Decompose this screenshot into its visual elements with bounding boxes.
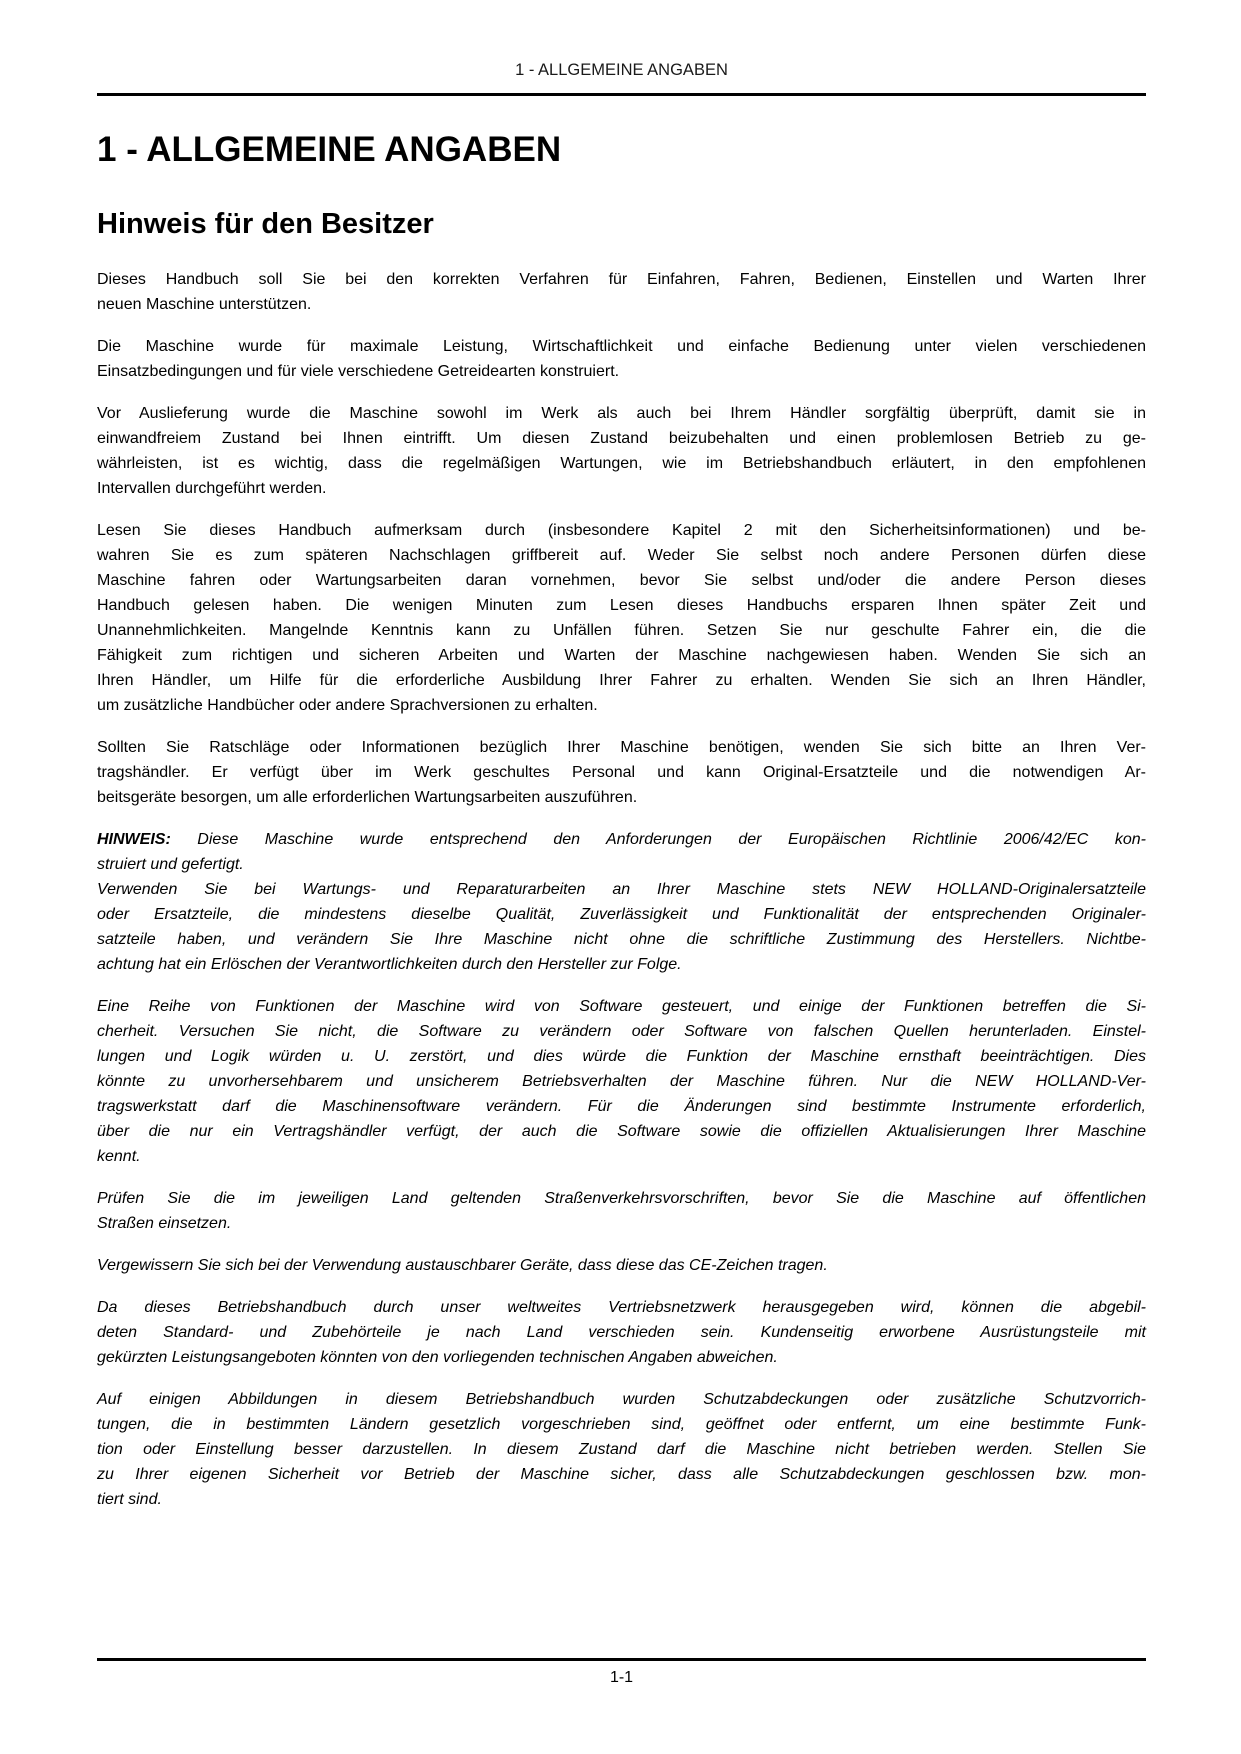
text-line: Auf einigen Abbildungen in diesem Betriebshandbuch wurden Schutzabdeckungen oder zusätzliche Schutzvorrich-: [97, 1391, 1146, 1408]
text-line: Die Maschine wurde für maximale Leistung, Wirtschaftlichkeit und einfache Bedienung unter vielen verschiedenen: [97, 338, 1146, 355]
text-line: lungen und Logik würden u. U. zerstört, und dies würde die Funktion der Maschine ernsthaft beeinträchtigen. Dies: [97, 1048, 1146, 1065]
text-line: währleisten, ist es wichtig, dass die regelmäßigen Wartungen, wie im Betriebshandbuch erläutert, in den empfohlenen: [97, 455, 1146, 472]
section-heading: Hinweis für den Besitzer: [97, 208, 434, 240]
page-content: [97, 60, 1146, 1512]
text-line: Maschine fahren oder Wartungsarbeiten daran vornehmen, bevor Sie selbst und/oder die andere Person dieses: [97, 572, 1146, 589]
text-line: zu Ihrer eigenen Sicherheit vor Betrieb der Maschine sicher, dass alle Schutzabdeckungen geschlossen bzw. mon-: [97, 1466, 1146, 1483]
text-line: Unannehmlichkeiten. Mangelnde Kenntnis kann zu Unfällen führen. Setzen Sie nur geschulte Fahrer ein, die die: [97, 622, 1146, 639]
text-line: Straßen einsetzen.: [97, 1215, 232, 1232]
text-line: neuen Maschine unterstützen.: [97, 296, 312, 313]
paragraph: [97, 994, 1146, 1169]
text-line: tragswerkstatt darf die Maschinensoftware verändern. Für die Änderungen sind bestimmte Instrumente erforderlich,: [97, 1098, 1146, 1115]
paragraphs: [97, 267, 1146, 1512]
paragraph: [97, 1186, 1146, 1236]
text-line: Einsatzbedingungen und für viele verschiedene Getreidearten konstruiert.: [97, 363, 620, 380]
text-line: Vor Auslieferung wurde die Maschine sowohl im Werk als auch bei Ihrem Händler sorgfältig überprüft, damit sie in: [97, 405, 1146, 422]
paragraph: [97, 1253, 1146, 1278]
header-rule: [97, 93, 1146, 96]
text-line: struiert und gefertigt.: [97, 856, 244, 873]
paragraph: [97, 518, 1146, 718]
page-footer: [97, 1658, 1146, 1687]
text-line: oder Ersatzteile, die mindestens dieselbe Qualität, Zuverlässigkeit und Funktionalität der entsprechenden Originaler-: [97, 906, 1146, 923]
text-line: deten Standard- und Zubehörteile je nach Land verschieden sein. Kundenseitig erworbene Ausrüstungsteile mit: [97, 1324, 1146, 1341]
text-line: gekürzten Leistungsangeboten könnten von den vorliegenden technischen Angaben abweichen.: [97, 1349, 778, 1366]
text-line: wahren Sie es zum späteren Nachschlagen griffbereit auf. Weder Sie selbst noch andere Personen dürfen diese: [97, 547, 1146, 564]
text-line: Intervallen durchgeführt werden.: [97, 480, 327, 497]
text-line: kennt.: [97, 1148, 141, 1165]
text-line: Handbuch gelesen haben. Die wenigen Minuten zum Lesen dieses Handbuchs ersparen Ihnen später Zeit und: [97, 597, 1146, 614]
paragraph: [97, 334, 1146, 384]
text-line: satzteile haben, und verändern Sie Ihre Maschine nicht ohne die schriftliche Zustimmung des Herstellers. Nichtbe-: [97, 931, 1146, 948]
text-line: cherheit. Versuchen Sie nicht, die Software zu verändern oder Software von falschen Quellen herunterladen. Einstel-: [97, 1023, 1146, 1040]
footer-page-number: 1-1: [609, 1669, 634, 1686]
paragraph: [97, 1295, 1146, 1370]
text-line: beitsgeräte besorgen, um alle erforderlichen Wartungsarbeiten auszuführen.: [97, 789, 638, 806]
paragraph: [97, 1387, 1146, 1512]
text-line: um zusätzliche Handbücher oder andere Sprachversionen zu erhalten.: [97, 697, 598, 714]
page-title: 1 - ALLGEMEINE ANGABEN: [97, 130, 562, 169]
text-line: einwandfreiem Zustand bei Ihnen eintrifft. Um diesen Zustand beizubehalten und einen problemlosen Betrieb zu ge-: [97, 430, 1146, 447]
text-line: über die nur ein Vertragshändler verfügt, der auch die Software sowie die offiziellen Aktualisierungen Ihrer Maschine: [97, 1123, 1146, 1140]
text-line: Da dieses Betriebshandbuch durch unser weltweites Vertriebsnetzwerk herausgegeben wird, können die abgebil-: [97, 1299, 1146, 1316]
paragraph: [97, 267, 1146, 317]
text-line: Ihren Händler, um Hilfe für die erforderliche Ausbildung Ihrer Fahrer zu erhalten. Wenden Sie sich an Ihren Händler,: [97, 672, 1146, 689]
paragraph: [97, 401, 1146, 501]
text-line: tion oder Einstellung besser darzustellen. In diesem Zustand darf die Maschine nicht betrieben werden. Stellen Sie: [97, 1441, 1146, 1458]
text-line: tungen, die in bestimmten Ländern gesetzlich vorgeschrieben sind, geöffnet oder entfernt, um eine bestimmte Funk-: [97, 1416, 1146, 1433]
running-header: 1 - ALLGEMEINE ANGABEN: [515, 61, 728, 79]
note-bold-lead: HINWEIS:: [97, 831, 171, 848]
text-line: Prüfen Sie die im jeweiligen Land geltenden Straßenverkehrsvorschriften, bevor Sie die Maschine auf öffentlichen: [97, 1190, 1146, 1207]
paragraph: [97, 735, 1146, 810]
text-line: HINWEIS: Diese Maschine wurde entsprechend den Anforderungen der Europäischen Richtlinie 2006/42/EC kon-: [97, 831, 1146, 848]
paragraph: [97, 827, 1146, 977]
text-line: könnte zu unvorhersehbarem und unsicherem Betriebsverhalten der Maschine führen. Nur die NEW HOLLAND-Ver-: [97, 1073, 1146, 1090]
text-line: Fähigkeit zum richtigen und sicheren Arbeiten und Warten der Maschine nachgewiesen haben. Wenden Sie sich an: [97, 647, 1146, 664]
text-line: tragshändler. Er verfügt über im Werk geschultes Personal und kann Original-Ersatzteile und die notwendigen Ar-: [97, 764, 1146, 781]
text-line: achtung hat ein Erlöschen der Verantwortlichkeiten durch den Hersteller zur Folge.: [97, 956, 682, 973]
text-line: tiert sind.: [97, 1491, 162, 1508]
text-line: Eine Reihe von Funktionen der Maschine wird von Software gesteuert, und einige der Funktionen betreffen die Si-: [97, 998, 1146, 1015]
footer-rule: [97, 1658, 1146, 1661]
text-line: Dieses Handbuch soll Sie bei den korrekten Verfahren für Einfahren, Fahren, Bedienen, Einstellen und Warten Ihrer: [97, 271, 1146, 288]
text-line: Vergewissern Sie sich bei der Verwendung austauschbarer Geräte, dass diese das CE-Zeichen tragen.: [97, 1257, 828, 1274]
text-line: Verwenden Sie bei Wartungs- und Reparaturarbeiten an Ihrer Maschine stets NEW HOLLAND-Originalersatzteile: [97, 881, 1146, 898]
text-line: Lesen Sie dieses Handbuch aufmerksam durch (insbesondere Kapitel 2 mit den Sicherheitsinformationen) und be-: [97, 522, 1146, 539]
text-line: Sollten Sie Ratschläge oder Informationen bezüglich Ihrer Maschine benötigen, wenden Sie sich bitte an Ihren Ver-: [97, 739, 1146, 756]
